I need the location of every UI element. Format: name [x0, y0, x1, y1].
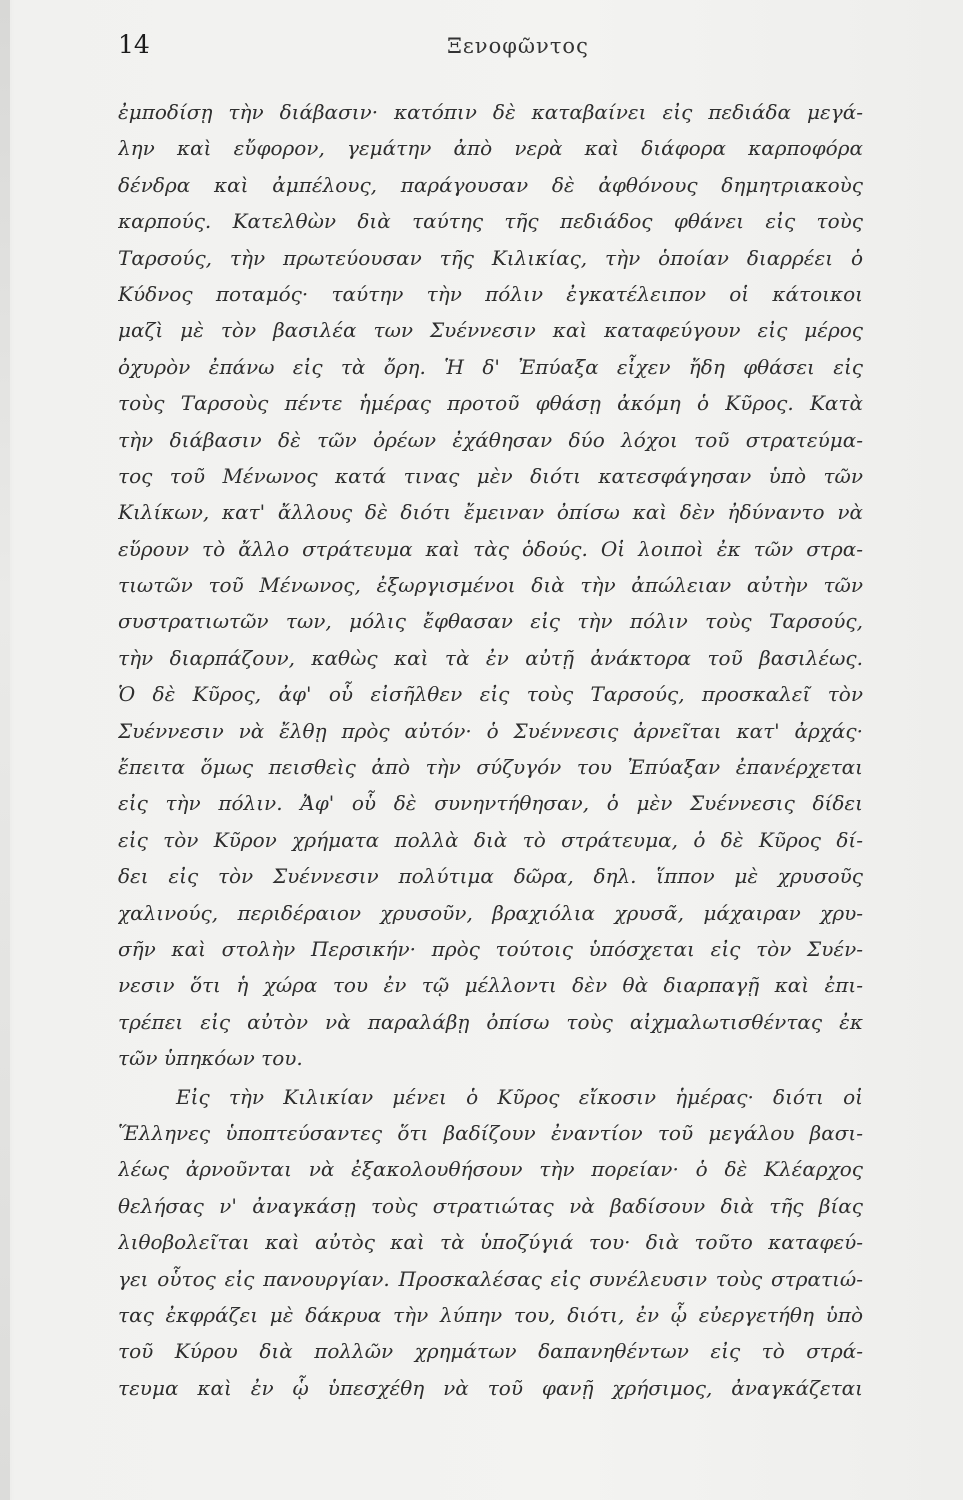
- text-line: ἔπειτα ὅμως πεισθεὶς ἀπὸ τὴν σύζυγόν του Ἐπύαξαν ἐπανέρχεται: [118, 755, 863, 780]
- page-header: [118, 30, 858, 70]
- text-line: δει εἰς τὸν Συέννεσιν πολύτιμα δῶρα, δηλ. ἵππον μὲ χρυσοῦς: [118, 864, 863, 889]
- text-line: τὴν διαρπάζουν, καθὼς καὶ τὰ ἐν αὐτῇ ἀνάκτορα τοῦ βασιλέως.: [118, 645, 863, 670]
- text-line: νεσιν ὅτι ἡ χώρα του ἐν τῷ μέλλοντι δὲν θὰ διαρπαγῇ καὶ ἐπι-: [118, 973, 863, 998]
- paragraph: [118, 94, 863, 1077]
- running-title: Ξενοφῶντος: [447, 34, 589, 58]
- text-line: Εἰς τὴν Κιλικίαν μένει ὁ Κῦρος εἴκοσιν ἡμέρας· διότι οἱ: [176, 1084, 863, 1109]
- text-line: εὕρουν τὸ ἄλλο στράτευμα καὶ τὰς ὁδούς. Οἱ λοιποὶ ἐκ τῶν στρα-: [118, 536, 863, 561]
- text-line: Κιλίκων, κατ' ἄλλους δὲ διότι ἔμειναν ὀπίσω καὶ δὲν ἠδύναντο νὰ: [118, 500, 863, 525]
- text-line: Ὁ δὲ Κῦρος, ἀφ' οὗ εἰσῆλθεν εἰς τοὺς Ταρσούς, προσκαλεῖ τὸν: [118, 682, 863, 707]
- text-line: Ταρσούς, τὴν πρωτεύουσαν τῆς Κιλικίας, τὴν ὁποίαν διαρρέει ὁ: [118, 245, 863, 270]
- text-line: σῆν καὶ στολὴν Περσικήν· πρὸς τούτοις ὑπόσχεται εἰς τὸν Συέν-: [118, 936, 863, 961]
- text-line: μαζὶ μὲ τὸν βασιλέα των Συέννεσιν καὶ καταφεύγουν εἰς μέρος: [118, 318, 863, 343]
- text-line: τας ἐκφράζει μὲ δάκρυα τὴν λύπην του, διότι, ἐν ᾧ εὐεργετήθη ὑπὸ: [118, 1302, 863, 1327]
- text-line: ἐμποδίσῃ τὴν διάβασιν· κατόπιν δὲ καταβαίνει εἰς πεδιάδα μεγά-: [118, 100, 863, 124]
- text-line: τοὺς Ταρσοὺς πέντε ἡμέρας προτοῦ φθάσῃ ἀκόμη ὁ Κῦρος. Κατὰ: [118, 391, 863, 416]
- text-line: λιθοβολεῖται καὶ αὐτὸς καὶ τὰ ὑποζύγιά του· διὰ τοῦτο καταφεύ-: [118, 1230, 863, 1255]
- text-line: τοῦ Κύρου διὰ πολλῶν χρημάτων δαπανηθέντων εἰς τὸ στρά-: [118, 1339, 863, 1364]
- text-line: τὴν διάβασιν δὲ τῶν ὀρέων ἐχάθησαν δύο λόχοι τοῦ στρατεύμα-: [118, 427, 863, 452]
- text-line: ὀχυρὸν ἐπάνω εἰς τὰ ὄρη. Ἡ δ' Ἐπύαξα εἶχεν ἤδη φθάσει εἰς: [118, 354, 863, 379]
- text-line: γει οὗτος εἰς πανουργίαν. Προσκαλέσας εἰς συνέλευσιν τοὺς στρατιώ-: [118, 1266, 863, 1291]
- text-line: λέως ἀρνοῦνται νὰ ἐξακολουθήσουν τὴν πορείαν· ὁ δὲ Κλέαρχος: [118, 1157, 863, 1182]
- text-line: τρέπει εἰς αὐτὸν νὰ παραλάβῃ ὀπίσω τοὺς αἰχμαλωτισθέντας ἐκ: [118, 1009, 863, 1034]
- page-number: 14: [118, 30, 150, 59]
- paragraph: [118, 1079, 863, 1407]
- text-line: εἰς τὴν πόλιν. Ἀφ' οὗ δὲ συνηντήθησαν, ὁ μὲν Συέννεσις δίδει: [118, 791, 863, 816]
- text-line: τευμα καὶ ἐν ᾧ ὑπεσχέθη νὰ τοῦ φανῇ χρήσιμος, ἀναγκάζεται: [118, 1375, 863, 1400]
- binding-edge: [0, 0, 10, 1500]
- text-line: λην καὶ εὔφορον, γεμάτην ἀπὸ νερὰ καὶ διάφορα καρποφόρα: [118, 136, 863, 161]
- text-line: τῶν ὑπηκόων του.: [118, 1046, 303, 1071]
- text-line: θελήσας ν' ἀναγκάσῃ τοὺς στρατιώτας νὰ βαδίσουν διὰ τῆς βίας: [118, 1193, 863, 1218]
- text-line: τιωτῶν τοῦ Μένωνος, ἐξωργισμένοι διὰ τὴν ἀπώλειαν αὐτὴν τῶν: [118, 573, 863, 598]
- text-line: χαλινούς, περιδέραιον χρυσοῦν, βραχιόλια χρυσᾶ, μάχαιραν χρυ-: [118, 900, 863, 925]
- text-line: Συέννεσιν νὰ ἔλθῃ πρὸς αὐτόν· ὁ Συέννεσις ἀρνεῖται κατ' ἀρχάς·: [118, 718, 863, 743]
- text-line: εἰς τὸν Κῦρον χρήματα πολλὰ διὰ τὸ στράτευμα, ὁ δὲ Κῦρος δί-: [118, 827, 863, 852]
- text-line: συστρατιωτῶν των, μόλις ἔφθασαν εἰς τὴν πόλιν τοὺς Ταρσούς,: [118, 609, 863, 634]
- text-line: Ἕλληνες ὑποπτεύσαντες ὅτι βαδίζουν ἐναντίον τοῦ μεγάλου βασι-: [118, 1120, 863, 1145]
- text-line: δένδρα καὶ ἀμπέλους, παράγουσαν δὲ ἀφθόνους δημητριακοὺς: [118, 172, 863, 197]
- text-line: Κύδνος ποταμός· ταύτην τὴν πόλιν ἐγκατέλειπον οἱ κάτοικοι: [118, 281, 863, 306]
- text-line: καρπούς. Κατελθὼν διὰ ταύτης τῆς πεδιάδος φθάνει εἰς τοὺς: [118, 209, 863, 234]
- text-line: τος τοῦ Μένωνος κατά τινας μὲν διότι κατεσφάγησαν ὑπὸ τῶν: [118, 463, 863, 488]
- body-text: [118, 94, 863, 1406]
